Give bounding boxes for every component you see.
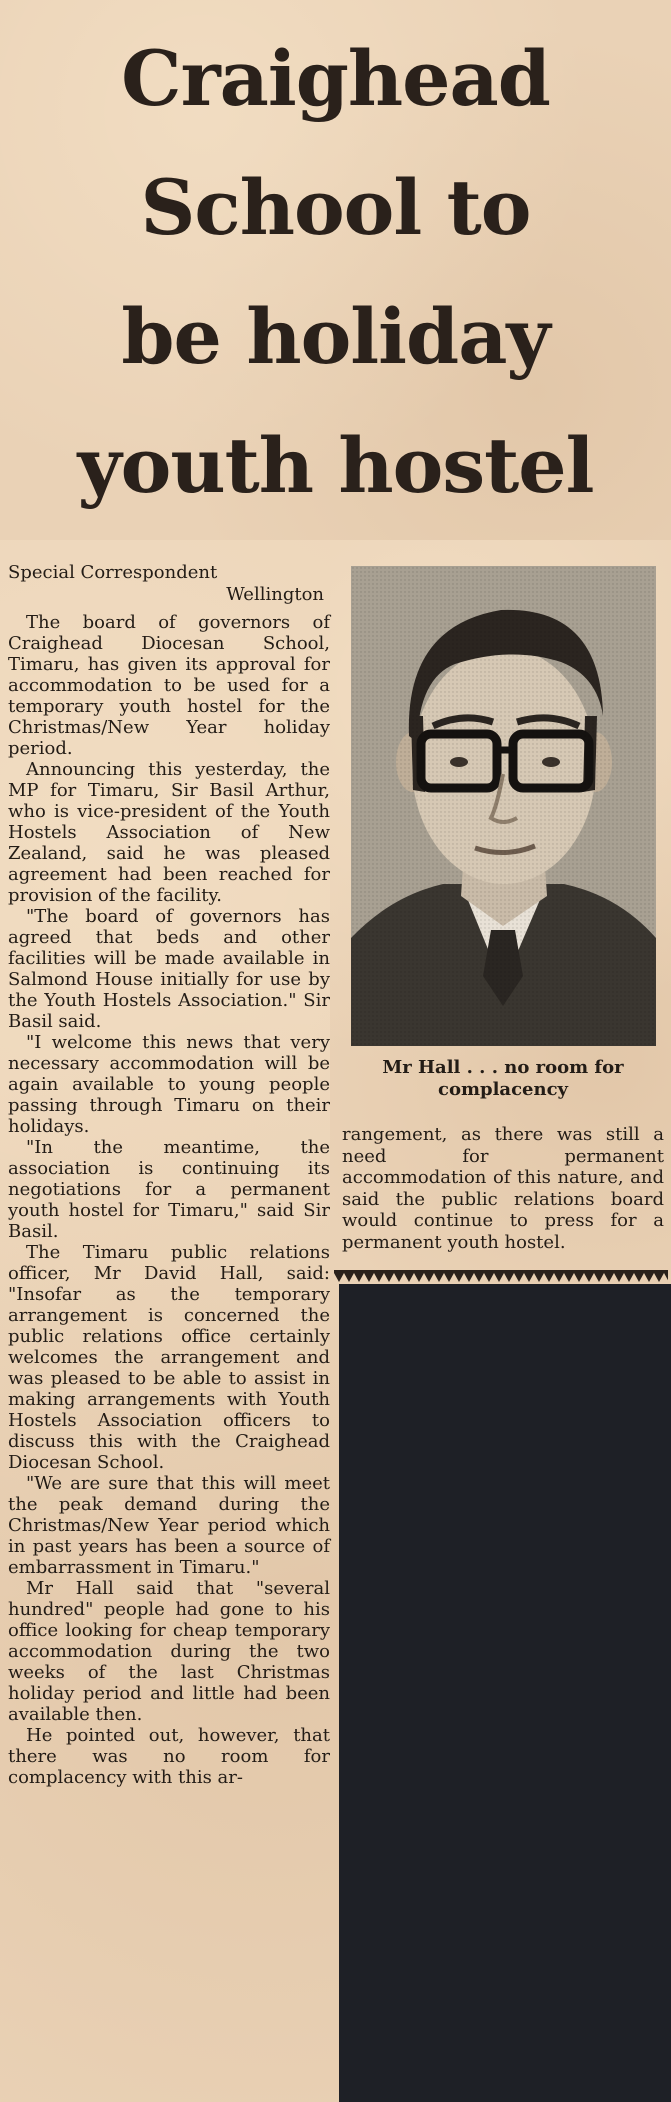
byline: [8, 562, 328, 606]
headline-line: youth hostel: [77, 421, 594, 510]
article-paragraph: "I welcome this news that very necessary accommodation will be again available to young people passing through Timaru on their holidays.: [8, 1032, 330, 1137]
article-paragraph: rangement, as there was still a need for permanent accommodation of this nature, and said the public relations board would continue to press for a permanent youth hostel.: [342, 1124, 664, 1253]
headline-line: School to: [140, 163, 531, 252]
headline-line: Craighead: [121, 34, 550, 123]
byline-author: Special Correspondent: [8, 562, 218, 583]
article-paragraph: The Timaru public relations officer, Mr David Hall, said: "Insofar as the temporary arrangement is concerned the public relations office certainly welcomes the arrangement and was pleased to be able to assist in making arrangements with Youth Hostels Association officers to discuss this with the Craighead Diocesan School.: [8, 1242, 330, 1473]
article-paragraph: Mr Hall said that "several hundred" people had gone to his office looking for cheap temporary accommodation during the two weeks of the last Christmas holiday period and little had been available then.: [8, 1578, 330, 1725]
article-paragraph: Announcing this yesterday, the MP for Timaru, Sir Basil Arthur, who is vice-president of the Youth Hostels Association of New Zealand, said he was pleased agreement had been reached for provision of the facility.: [8, 759, 330, 906]
article-paragraph: He pointed out, however, that there was no room for complacency with this ar-: [8, 1725, 330, 1788]
portrait-photo: [351, 566, 656, 1046]
headline: [0, 14, 671, 530]
byline-dateline: Wellington: [226, 584, 324, 605]
article-paragraph: "In the meantime, the association is continuing its negotiations for a permanent youth hostel for Timaru," said Sir Basil.: [8, 1137, 330, 1242]
article-paragraph: "We are sure that this will meet the peak demand during the Christmas/New Year period which in past years has been a source of embarrassment in Timaru.": [8, 1473, 330, 1578]
article-paragraph: "The board of governors has agreed that beds and other facilities will be made available in Salmond House initially for use by the Youth Hostels Association." Sir Basil said.: [8, 906, 330, 1032]
article-paragraph: The board of governors of Craighead Diocesan School, Timaru, has given its approval for accommodation to be used for a temporary youth hostel for the Christmas/New Year holiday period.: [8, 612, 330, 759]
article-body-left-column: [8, 612, 330, 1788]
article-body-right-column: [342, 1124, 664, 1253]
photo-caption: Mr Hall . . . no room for complacency: [382, 1057, 624, 1100]
headline-line: be holiday: [121, 292, 550, 381]
end-of-article-rule: [334, 1270, 668, 1286]
